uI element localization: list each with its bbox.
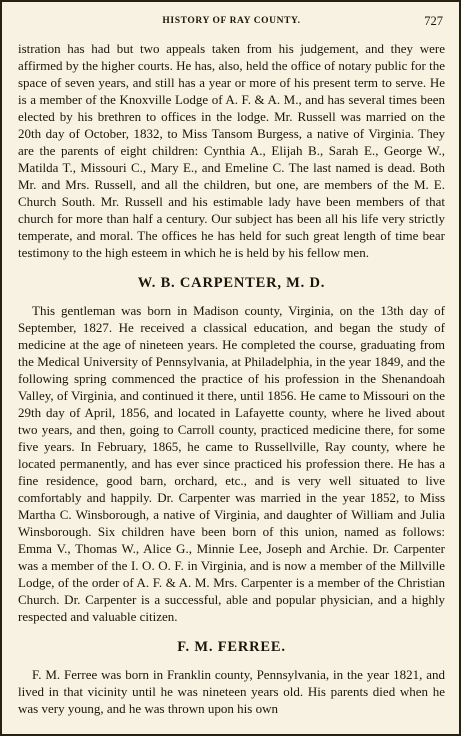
carpenter-paragraph: This gentleman was born in Madison county, Virginia, on the 13th day of September, 1827. He received a classical education, and began the study of medicine at the age of nineteen years. He completed the course, graduating from the Medical University of Pennsylvania, at Philadelphia, in the year 1849, and the following spring commenced the practice of his profession in the Shenandoah Valley, of Virginia, and continued it there, until 1856. He came to Missouri on the 29th day of April, 1856, and located in Lafayette county, where he lived about two years, and then, going to Carroll county, practiced medicine there, for some five years. In February, 1865, he came to Russellville, Ray county, where he located permanently, and has ever since practiced his profession there. He has a fine residence, good barn, orchard, etc., and is very well situated to live comfortably and happily. Dr. Carpenter was married in the year 1852, to Miss Martha C. Winsborough, a native of Virginia, and daughter of William and Julia Winsborough. Six children have been born of this union, named as follows: Emma V., Thomas W., Alice G., Minnie Lee, Joseph and Archie. Dr. Carpenter was a member of the I. O. O. F. in Virginia, and is now a member of the Millville Lodge, of the order of A. F. & A. M. Mrs. Carpenter is a member of the Christian Church. Dr. Carpenter is a successful, able and popular physician, and a highly respected and valuable citizen. xyxy=(18,303,445,624)
carpenter-heading: W. B. CARPENTER, M. D. xyxy=(137,275,326,291)
running-head xyxy=(18,14,445,32)
russell-continued-paragraph: istration has had but two appeals taken from his judgement, and they were affirmed by the higher courts. He has, also, held the office of notary public for the space of seven years, and still has a year or more of his present term to serve. He is a member of the Knoxville Lodge of A. F. & A. M., and has several times been elected by his brethren to offices in the lodge. Mr. Russell was married on the 20th day of October, 1832, to Miss Tansom Burgess, a native of Virginia. They are the parents of eight children: Cynthia A., Elijah B., Sarah E., George W., Matilda T., Missouri C., Mary E., and Emeline C. The last named is dead. Both Mr. and Mrs. Russell, and all the children, but one, are members of the M. E. Church South. Mr. Russell and his estimable lady have been members of that church for more than half a century. Our subject has been all his life very strictly temperate, and moral. The offices he has held for such great length of time bear testimony to the high esteem in which he is held by his fellow men. xyxy=(18,41,445,260)
ferree-heading: F. M. FERREE. xyxy=(177,639,286,655)
running-title: HISTORY OF RAY COUNTY. xyxy=(162,16,301,26)
page-number: 727 xyxy=(424,14,443,28)
ferree-paragraph: F. M. Ferree was born in Franklin county, Pennsylvania, in the year 1821, and lived in that vicinity until he was nineteen years old. His parents died when he was very young, and he was thrown upon his own xyxy=(18,667,445,716)
